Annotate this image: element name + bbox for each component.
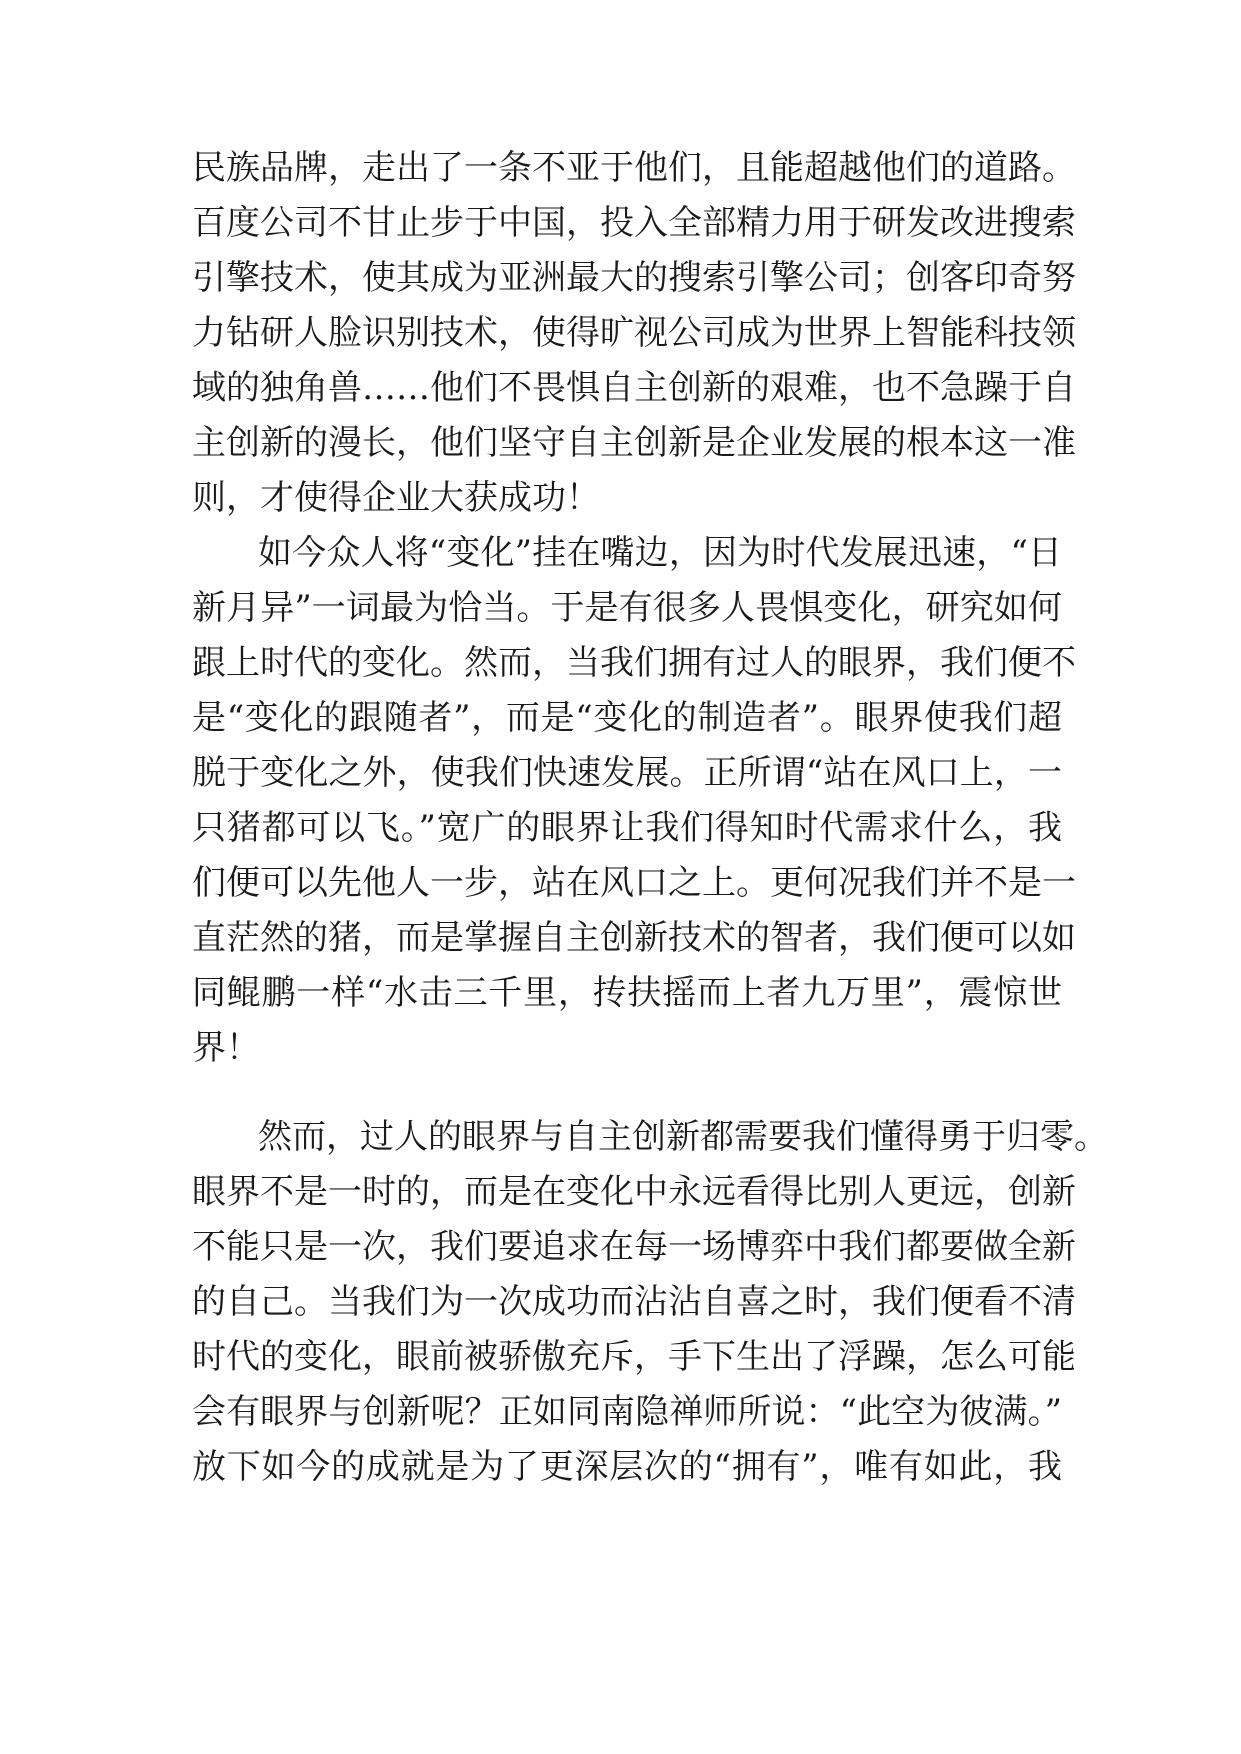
text-line: 不能只是一次，我们要追求在每一场博弈中我们都要做全新: [192, 1227, 1076, 1267]
text-line: 的自己。当我们为一次成功而沾沾自喜之时，我们便看不清: [192, 1282, 1076, 1322]
text-line: 们便可以先他人一步，站在风口之上。更何况我们并不是一: [192, 863, 1076, 903]
text-line: 只猪都可以飞。”宽广的眼界让我们得知时代需求什么，我: [192, 808, 1062, 848]
text-line: 直茫然的猪，而是掌握自主创新技术的智者，我们便可以如: [192, 918, 1076, 958]
text-line: 如今众人将“变化”挂在嘴边，因为时代发展迅速，“日: [258, 533, 1062, 573]
text-line: 脱于变化之外，使我们快速发展。正所谓“站在风口上，一: [192, 753, 1062, 793]
text-line: 时代的变化，眼前被骄傲充斥，手下生出了浮躁，怎么可能: [192, 1337, 1076, 1377]
text-line: 主创新的漫长，他们坚守自主创新是企业发展的根本这一准: [192, 423, 1076, 463]
text-line: 放下如今的成就是为了更深层次的“拥有”，唯有如此，我: [192, 1447, 1062, 1487]
text-line: 则，才使得企业大获成功！: [192, 478, 600, 518]
text-line: 民族品牌，走出了一条不亚于他们，且能超越他们的道路。: [192, 148, 1076, 188]
text-line: 是“变化的跟随者”，而是“变化的制造者”。眼界使我们超: [192, 698, 1062, 738]
text-line: 界！: [192, 1028, 260, 1068]
text-line: 百度公司不甘止步于中国，投入全部精力用于研发改进搜索: [192, 203, 1076, 243]
text-line: 眼界不是一时的，而是在变化中永远看得比别人更远，创新: [192, 1172, 1076, 1212]
text-line: 然而，过人的眼界与自主创新都需要我们懂得勇于归零。: [258, 1117, 1108, 1157]
text-line: 力钻研人脸识别技术，使得旷视公司成为世界上智能科技领: [192, 313, 1076, 353]
text-line: 会有眼界与创新呢？正如同南隐禅师所说：“此空为彼满。”: [192, 1392, 1062, 1432]
text-line: 同鲲鹏一样“水击三千里，抟扶摇而上者九万里”，震惊世: [192, 973, 1062, 1013]
text-line: 新月异”一词最为恰当。于是有很多人畏惧变化，研究如何: [192, 588, 1062, 628]
text-line: 引擎技术，使其成为亚洲最大的搜索引擎公司；创客印奇努: [192, 258, 1076, 298]
text-line: 跟上时代的变化。然而，当我们拥有过人的眼界，我们便不: [192, 643, 1076, 683]
text-line: 域的独角兽……他们不畏惧自主创新的艰难，也不急躁于自: [192, 368, 1076, 408]
